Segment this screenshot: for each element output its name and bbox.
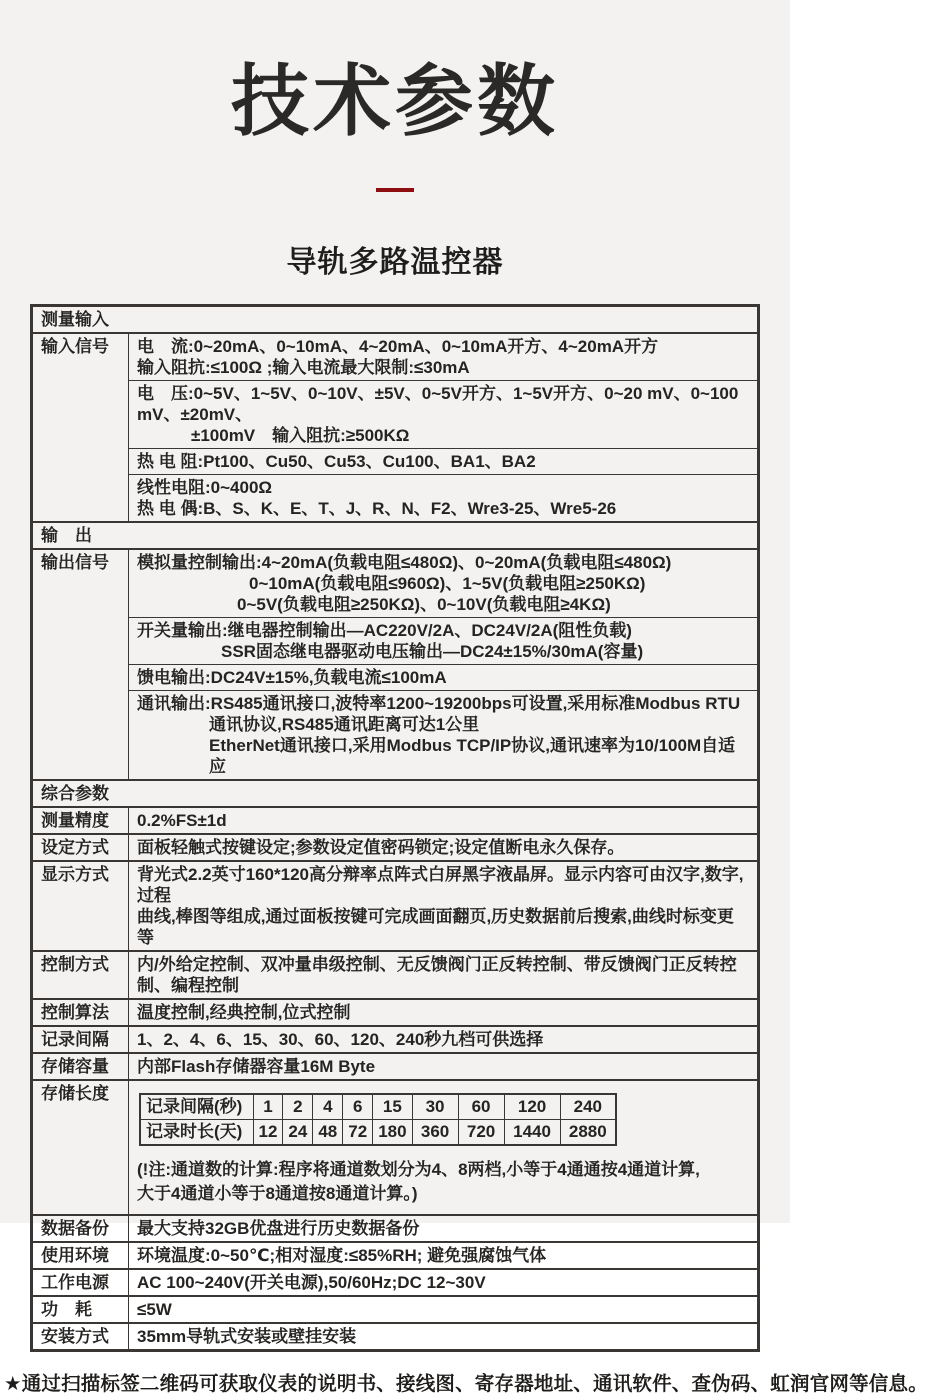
spec-line: 模拟量控制输出:4~20mA(负载电阻≤480Ω)、0~20mA(负载电阻≤480Ω) — [137, 553, 672, 572]
spec-row-output-comm — [32, 691, 759, 781]
input-linear-tc-cell — [129, 475, 759, 523]
spec-line: 开关量输出:继电器控制输出—AC220V/2A、DC24V/2A(阻性负载) — [137, 621, 632, 640]
spec-row-input-voltage — [32, 381, 759, 449]
row-value: 温度控制,经典控制,位式控制 — [129, 999, 759, 1026]
spec-row-output-switch — [32, 618, 759, 665]
spec-line: 输入阻抗:≤100Ω ;输入电流最大限制:≤30mA — [137, 358, 470, 377]
row-label: 输出信号 — [32, 549, 129, 780]
spec-row-record-interval — [32, 1026, 759, 1053]
row-label: 控制算法 — [32, 999, 129, 1026]
spec-row-input-signal — [32, 333, 759, 381]
input-voltage-cell — [129, 381, 759, 449]
row-value: 1、2、4、6、15、30、60、120、240秒九档可供选择 — [129, 1026, 759, 1053]
section-row-output — [32, 522, 759, 549]
section-title: 测量输入 — [32, 306, 759, 334]
subtable-cell: 4 — [313, 1094, 343, 1120]
spec-line: 大于4通道小等于8通道按8通道计算。) — [137, 1184, 418, 1203]
storage-note — [137, 1158, 749, 1206]
row-label: 数据备份 — [32, 1215, 129, 1242]
row-label: 功 耗 — [32, 1296, 129, 1323]
spec-row-output-signal — [32, 549, 759, 618]
row-label: 使用环境 — [32, 1242, 129, 1269]
spec-line: 通讯输出:RS485通讯接口,波特率1200~19200bps可设置,采用标准Modbus RTU — [137, 694, 741, 713]
storage-interval-row — [140, 1094, 616, 1120]
spec-line: SSR固态继电器驱动电压输出—DC24±15%/30mA(容量) — [221, 642, 644, 661]
spec-table — [30, 304, 760, 1352]
spec-row-control-algorithm — [32, 999, 759, 1026]
row-value: 35mm导轨式安装或壁挂安装 — [129, 1323, 759, 1351]
spec-line: 背光式2.2英寸160*120高分辩率点阵式白屏黑字液晶屏。显示内容可由汉字,数字,过程 — [137, 865, 744, 905]
output-feed-cell: 馈电输出:DC24V±15%,负载电流≤100mA — [129, 665, 759, 691]
row-label: 工作电源 — [32, 1269, 129, 1296]
spec-row-storage-length — [32, 1080, 759, 1215]
spec-row-power-supply — [32, 1269, 759, 1296]
output-switch-cell — [129, 618, 759, 665]
row-value: 最大支持32GB优盘进行历史数据备份 — [129, 1215, 759, 1242]
spec-line: EtherNet通讯接口,采用Modbus TCP/IP协议,通讯速率为10/100M自适应 — [209, 736, 736, 776]
row-value: 环境温度:0~50℃;相对湿度:≤85%RH; 避免强腐蚀气体 — [129, 1242, 759, 1269]
output-comm-cell — [129, 691, 759, 781]
subtable-cell: 360 — [412, 1120, 458, 1146]
spec-row-accuracy — [32, 807, 759, 834]
subtable-cell: 24 — [283, 1120, 313, 1146]
page-subtitle: 导轨多路温控器 — [286, 246, 504, 279]
output-analog-cell — [129, 549, 759, 618]
spec-row-display — [32, 861, 759, 951]
subtable-cell: 60 — [458, 1094, 504, 1120]
subtable-cell: 48 — [313, 1120, 343, 1146]
page-title: 技术参数 — [230, 57, 559, 145]
row-label: 记录间隔 — [32, 1026, 129, 1053]
row-value: 0.2%FS±1d — [129, 807, 759, 834]
subtable-cell: 72 — [343, 1120, 373, 1146]
input-rtd-cell: 热 电 阻:Pt100、Cu50、Cu53、Cu100、BA1、BA2 — [129, 449, 759, 475]
footnote — [4, 1368, 928, 1396]
spec-line: 电 流:0~20mA、0~10mA、4~20mA、0~10mA开方、4~20mA开方 — [137, 337, 659, 356]
input-current-cell — [129, 333, 759, 381]
row-value: 内部Flash存储器容量16M Byte — [129, 1053, 759, 1080]
row-label: 存储容量 — [32, 1053, 129, 1080]
subtable-cell: 720 — [458, 1120, 504, 1146]
storage-duration-row — [140, 1120, 616, 1146]
subtable-cell: 240 — [560, 1094, 616, 1120]
row-label: 存储长度 — [32, 1080, 129, 1215]
row-label: 显示方式 — [32, 861, 129, 951]
section-row-general — [32, 780, 759, 807]
spec-line: 电 压:0~5V、1~5V、0~10V、±5V、0~5V开方、1~5V开方、0~20 mV、0~100mV、±20mV、 — [137, 384, 739, 424]
row-label: 测量精度 — [32, 807, 129, 834]
row-value: 面板轻触式按键设定;参数设定值密码锁定;设定值断电永久保存。 — [129, 834, 759, 861]
spec-line: (!注:通道数的计算:程序将通道数划分为4、8两档,小等于4通通按4通道计算, — [137, 1160, 700, 1179]
spec-row-data-backup — [32, 1215, 759, 1242]
subtable-cell: 1440 — [504, 1120, 560, 1146]
subtable-cell: 6 — [343, 1094, 373, 1120]
spec-line: 通讯协议,RS485通讯距离可达1公里 — [209, 715, 480, 734]
subtable-row-label: 记录间隔(秒) — [140, 1094, 253, 1120]
spec-line: ±100mV 输入阻抗:≥500KΩ — [191, 426, 410, 445]
section-row-measure-input — [32, 306, 759, 334]
subtable-cell: 15 — [373, 1094, 412, 1120]
spec-row-control-mode — [32, 951, 759, 999]
row-value — [129, 861, 759, 951]
subtable-cell: 2 — [283, 1094, 313, 1120]
spec-line: 热 电 偶:B、S、K、E、T、J、R、N、F2、Wre3-25、Wre5-26 — [137, 499, 617, 518]
spec-line: 线性电阻:0~400Ω — [137, 478, 273, 497]
row-value: 内/外给定控制、双冲量串级控制、无反馈阀门正反转控制、带反馈阀门正反转控制、编程控制 — [129, 951, 759, 999]
spec-row-mounting — [32, 1323, 759, 1351]
row-label: 控制方式 — [32, 951, 129, 999]
footnote-text: 通过扫描标签二维码可获取仪表的说明书、接线图、寄存器地址、通讯软件、查伪码、虹润官网等信息。 — [21, 1373, 928, 1395]
spec-row-output-feed — [32, 665, 759, 691]
spec-line: 曲线,棒图等组成,通过面板按键可完成画面翻页,历史数据前后搜索,曲线时标变更等 — [137, 907, 734, 947]
subtable-cell: 1 — [253, 1094, 283, 1120]
section-title: 输 出 — [32, 522, 759, 549]
spec-row-input-linear-tc — [32, 475, 759, 523]
spec-row-environment — [32, 1242, 759, 1269]
star-icon: ★ — [4, 1373, 22, 1395]
spec-line: 0~10mA(负载电阻≤960Ω)、1~5V(负载电阻≥250KΩ) — [249, 574, 646, 593]
spec-line: 0~5V(负载电阻≥250KΩ)、0~10V(负载电阻≥4KΩ) — [237, 595, 611, 614]
subtable-cell: 120 — [504, 1094, 560, 1120]
storage-length-cell — [129, 1080, 759, 1215]
row-label: 设定方式 — [32, 834, 129, 861]
spec-row-storage-capacity — [32, 1053, 759, 1080]
subtable-cell: 30 — [412, 1094, 458, 1120]
section-title: 综合参数 — [32, 780, 759, 807]
spec-row-power-consumption — [32, 1296, 759, 1323]
spec-row-input-rtd — [32, 449, 759, 475]
subtable-row-label: 记录时长(天) — [140, 1120, 253, 1146]
spec-row-setting — [32, 834, 759, 861]
row-value: ≤5W — [129, 1296, 759, 1323]
subtable-cell: 180 — [373, 1120, 412, 1146]
subtable-cell: 12 — [253, 1120, 283, 1146]
row-label: 输入信号 — [32, 333, 129, 522]
row-value: AC 100~240V(开关电源),50/60Hz;DC 12~30V — [129, 1269, 759, 1296]
subtable-cell: 2880 — [560, 1120, 616, 1146]
storage-subtable — [139, 1093, 617, 1146]
row-label: 安装方式 — [32, 1323, 129, 1351]
